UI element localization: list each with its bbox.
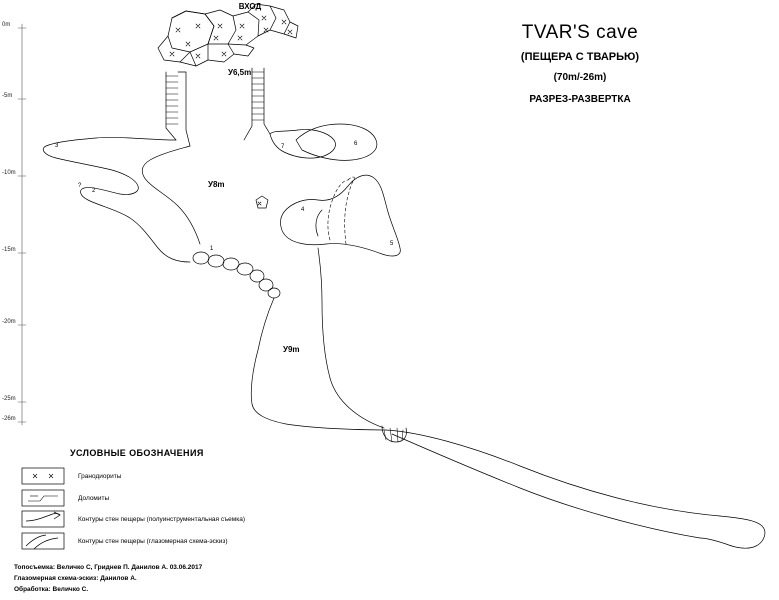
station-label-u8: У8m xyxy=(208,180,225,189)
chamber-4-5 xyxy=(281,175,401,256)
point-label-2: 2 xyxy=(92,188,96,194)
legend-item-label-3: Контуры стен пещеры (глазомерная схема-эскиз) xyxy=(78,538,228,545)
axis-tick-label-0: 0m xyxy=(2,22,11,28)
point-label-1: 1 xyxy=(210,246,214,252)
hall-lower xyxy=(251,248,765,548)
depth-axis xyxy=(18,24,26,425)
legend-item-label-1: Доломиты xyxy=(78,495,110,502)
point-label-3: 3 xyxy=(55,143,59,149)
shaft-left-wall xyxy=(166,72,190,146)
axis-tick-label-5: -25m xyxy=(2,396,16,402)
station-label-u65: У6,5m xyxy=(228,68,252,77)
boulder-chain xyxy=(193,252,280,298)
rock-symbol xyxy=(256,196,268,208)
gallery-7 xyxy=(270,129,336,158)
entrance-blocks xyxy=(158,4,298,66)
axis-tick-label-4: -20m xyxy=(2,319,16,325)
section-type-label: РАЗРЕЗ-РАЗВЕРТКА xyxy=(529,94,631,105)
page-title: TVAR'S cave xyxy=(521,22,639,43)
credit-line-survey: Топосъемка: Величко С, Гриднев П. Данилов А. 03.06.2017 xyxy=(14,564,203,571)
page-subtitle: (ПЕЩЕРА С ТВАРЬЮ) xyxy=(520,51,640,63)
point-label-6: 6 xyxy=(354,141,358,147)
point-label-5: 5 xyxy=(390,241,394,247)
legend-item-label-2: Контуры стен пещеры (полуинструментальная съемка) xyxy=(78,516,246,523)
axis-tick-label-6: -26m xyxy=(2,416,16,422)
credit-line-processing: Обработка: Величко С. xyxy=(14,586,89,593)
depth-range-label: (70m/-26m) xyxy=(553,72,607,83)
point-label-4: 4 xyxy=(301,207,305,213)
legend-item-label-0: Гранодиориты xyxy=(78,473,122,480)
point-label-7: 7 xyxy=(281,144,285,150)
station-label-u9: У9m xyxy=(283,345,300,354)
gallery-left xyxy=(43,137,200,262)
entrance-label: ВХОД xyxy=(238,2,262,11)
axis-tick-label-3: -15m xyxy=(2,247,16,253)
credit-line-sketch: Глазомерная схема-эскиз: Данилов А. xyxy=(14,575,137,582)
point-label-question: ? xyxy=(78,183,82,189)
axis-tick-label-2: -10m xyxy=(2,170,16,176)
axis-tick-label-1: -5m xyxy=(2,93,13,99)
legend-title: УСЛОВНЫЕ ОБОЗНАЧЕНИЯ xyxy=(70,448,204,458)
shaft-right-wall xyxy=(244,68,270,140)
